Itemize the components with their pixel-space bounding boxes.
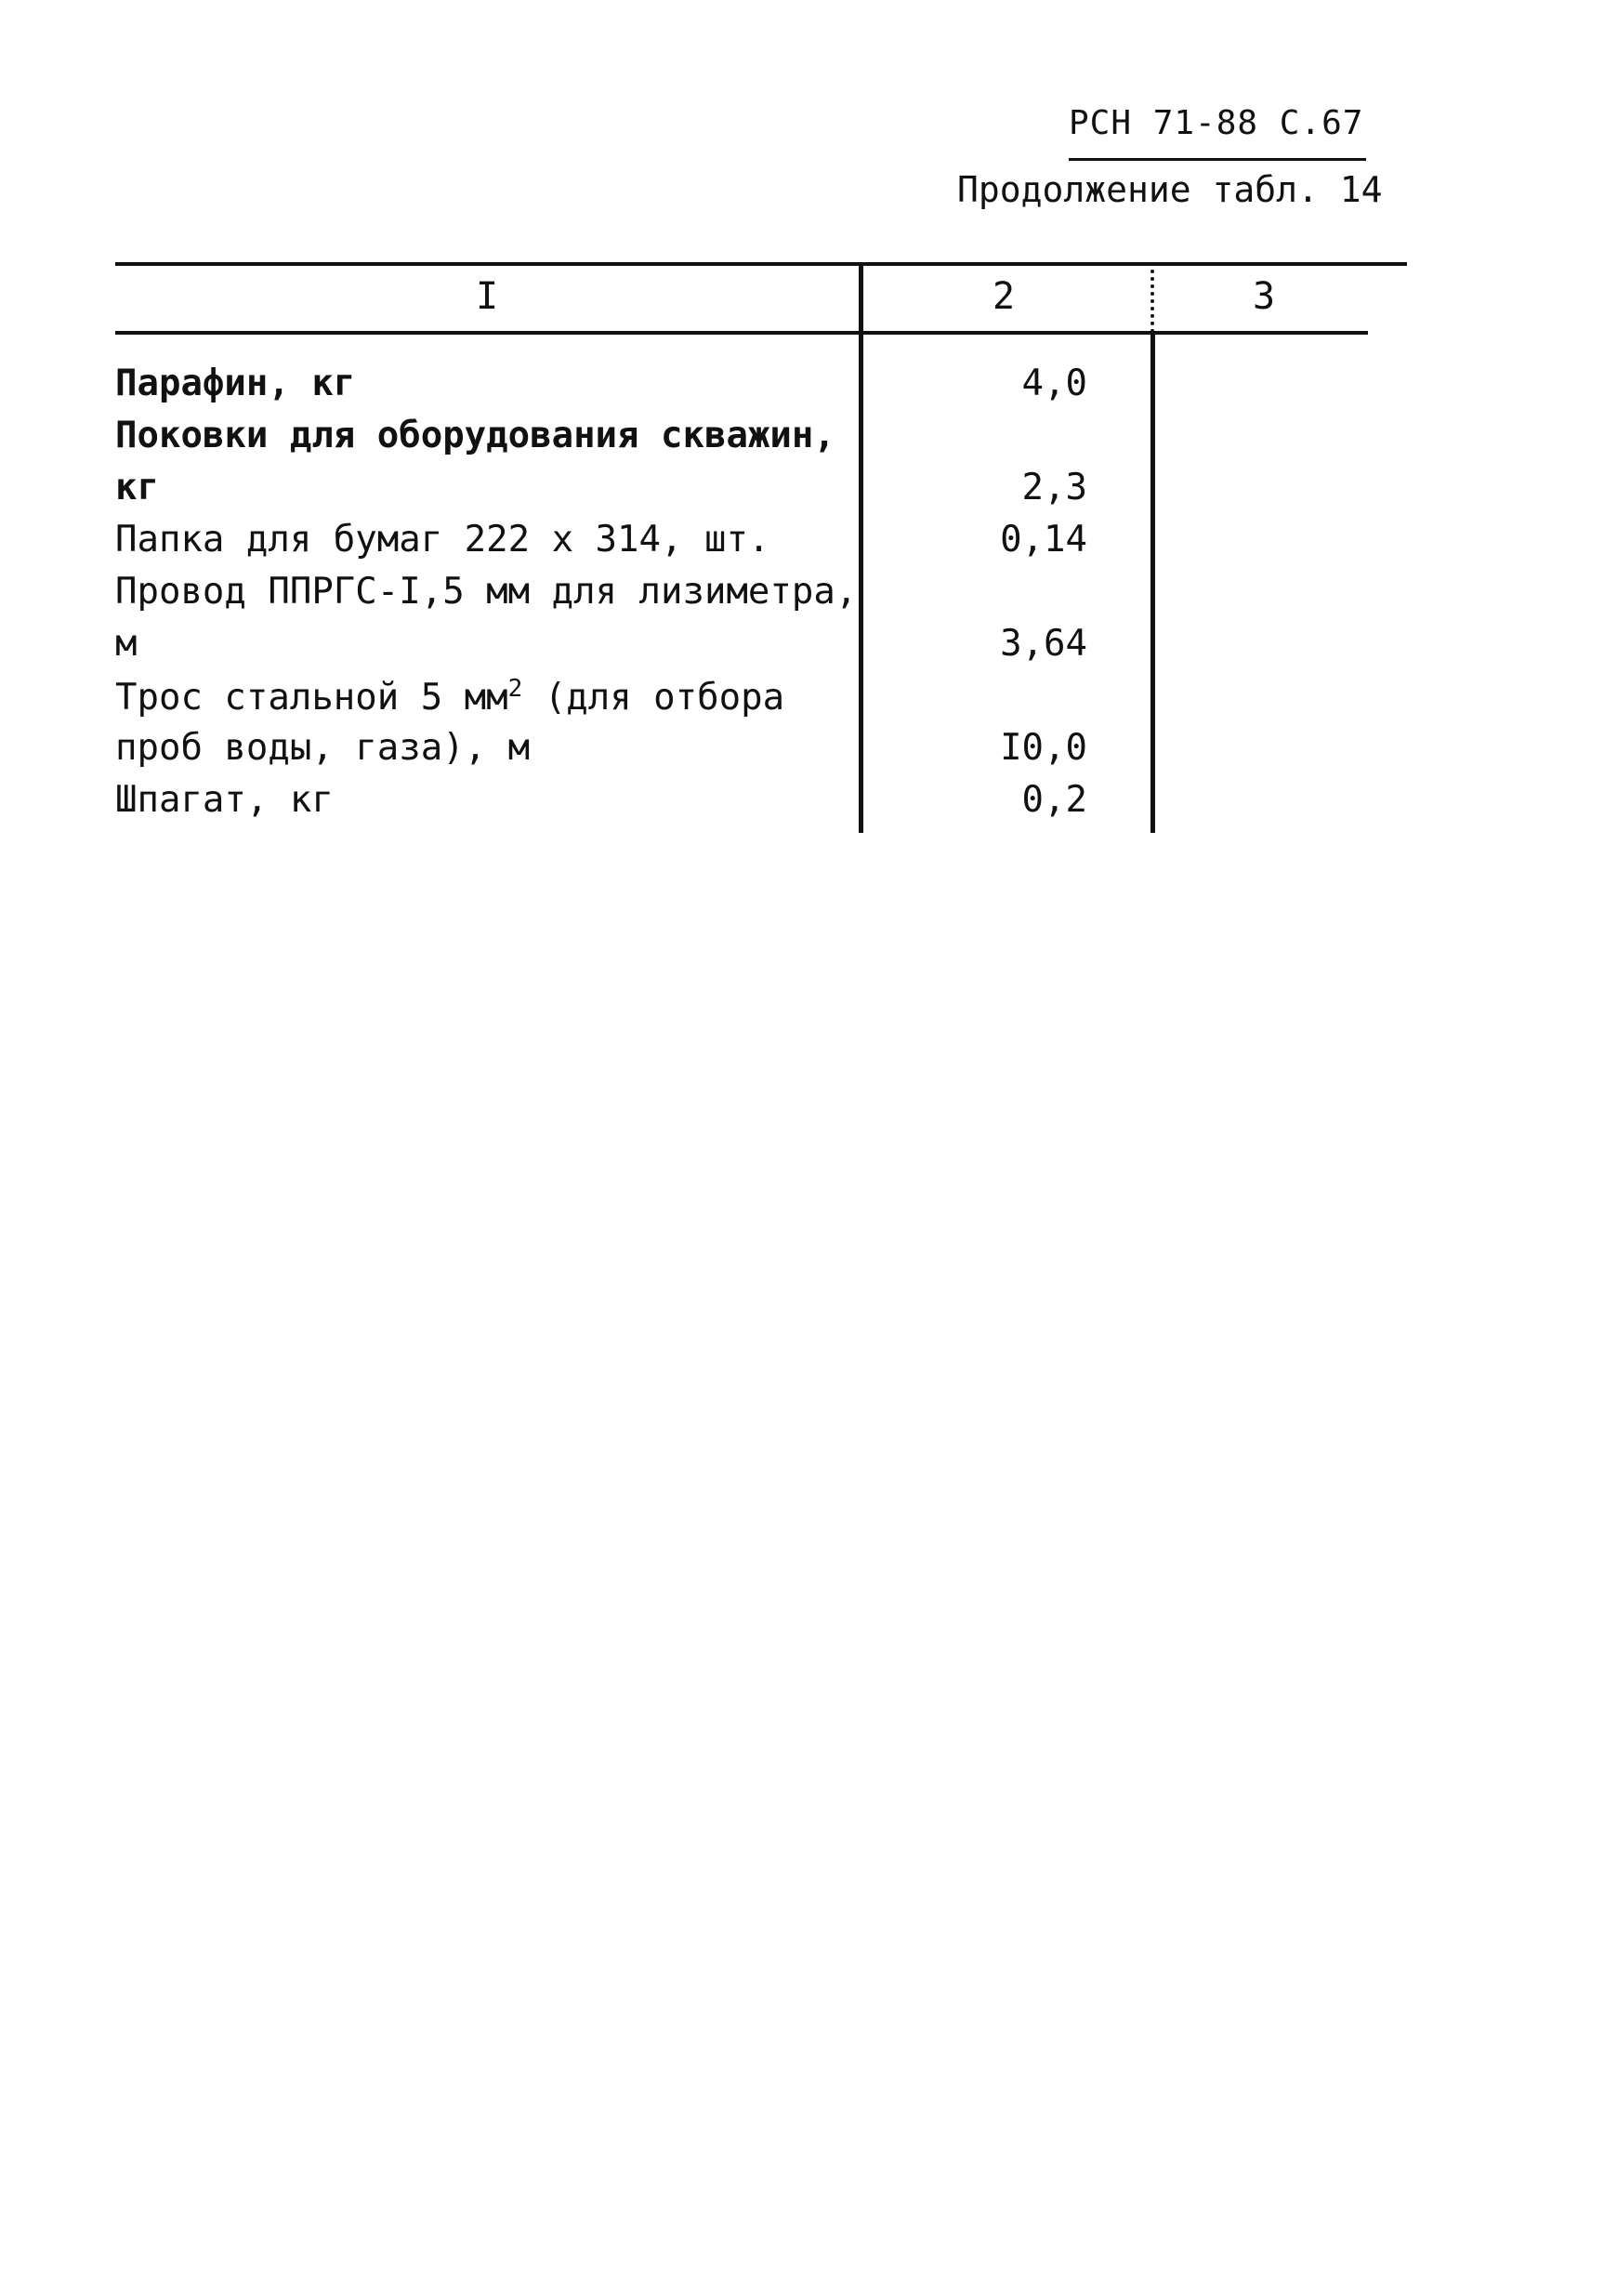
row-name: кг [115, 467, 159, 508]
row-value: 4,0 [1021, 363, 1087, 404]
table-row [0, 623, 1604, 675]
table-continuation-label: Продолжение табл. 14 [957, 169, 1383, 210]
table-row [0, 467, 1604, 519]
row-value: 3,64 [1000, 623, 1087, 665]
table-row [0, 363, 1604, 415]
row-name: Поковки для оборудования скважин, [115, 415, 835, 456]
row-name: Провод ППРГС-I,5 мм для лизиметра, [115, 571, 858, 613]
row-value: 0,14 [1000, 519, 1087, 561]
row-name: Шпагат, кг [115, 779, 334, 821]
column-divider-2-header [1150, 262, 1154, 333]
row-name-prefix: Трос стальной 5 мм [115, 677, 508, 719]
row-name: м [115, 623, 138, 665]
table-row [0, 571, 1604, 623]
row-value: I0,0 [1000, 727, 1087, 769]
column-header-1: I [475, 275, 499, 318]
row-name: проб воды, газа), м [115, 727, 531, 769]
row-name [115, 675, 784, 719]
table-row [0, 415, 1604, 467]
row-value: 2,3 [1021, 467, 1087, 508]
row-name: Парафин, кг [115, 363, 356, 404]
row-name-suffix: (для отбора [522, 677, 785, 719]
document-code-underline [1069, 158, 1366, 161]
document-code: РСН 71-88 С.67 [1069, 104, 1364, 142]
table-top-rule [115, 262, 1407, 266]
table-header-rule [115, 331, 1368, 335]
column-header-2: 2 [992, 275, 1016, 318]
column-header-3: 3 [1252, 275, 1276, 318]
table-row [0, 519, 1604, 571]
table-row [0, 779, 1604, 831]
table-row [0, 675, 1604, 727]
superscript-squared: 2 [507, 675, 523, 703]
table-row [0, 727, 1604, 779]
row-name: Папка для бумаг 222 x 314, шт. [115, 519, 770, 561]
row-value: 0,2 [1021, 779, 1087, 821]
